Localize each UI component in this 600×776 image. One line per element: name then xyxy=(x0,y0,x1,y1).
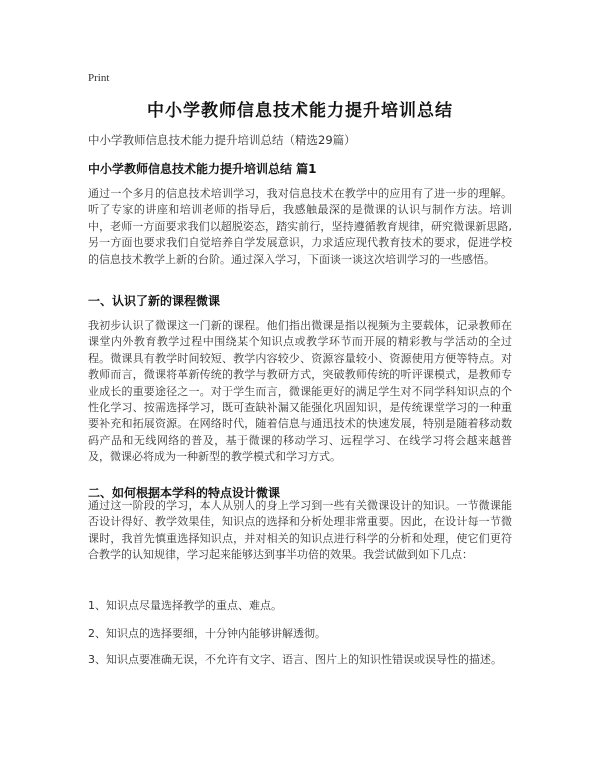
section-2-heading: 二、如何根据本学科的特点设计微课 xyxy=(88,486,281,500)
section-1-paragraph: 我初步认识了微课这一门新的课程。他们指出微课是指以视频为主要载体，记录教师在课堂内外教育教学过程中围绕某个知识点或教学环节而开展的精彩教与学活动的全过程。微课具有教学时间较短、教学内容较少、资源容量较小、资源使用方便等特点。对教师而言，微课将革新传统的教学与教研方式，突破教师传统的听评课模式，是教师专业成长的重要途径之一。对于学生而言，微课能更好的满足学生对不同学科知识点的个性化学习、按需选择学习，既可查缺补漏又能强化巩固知识，是传统课堂学习的一种重要补充和拓展资源。在网络时代，随着信息与通迅技术的快速发展，特别是随着移动数码产品和无线网络的普及，基于微课的移动学习、远程学习、在线学习将会越来越普及，微课必将成为一种新型的教学模式和学习方式。 xyxy=(88,319,512,464)
page-title: 中小学教师信息技术能力提升培训总结 xyxy=(147,101,453,121)
list-item: 2、知识点的选择要细，十分钟内能够讲解透彻。 xyxy=(88,627,326,640)
print-label[interactable]: Print xyxy=(88,72,110,84)
section-2-paragraph: 通过这一阶段的学习，本人从别人的身上学习到一些有关微课设计的知识。一节微课能否设计得好、教学效果佳，知识点的选择和分析处理非常重要。因此，在设计每一节微课时，我首先慎重选择知识点，并对相关的知识点进行科学的分析和处理，使它们更符合教学的认知规律，学习起来能够达到事半功倍的效果。我尝试做到如下几点： xyxy=(88,499,512,562)
intro-paragraph: 通过一个多月的信息技术培训学习，我对信息技术在教学中的应用有了进一步的理解。听了专家的讲座和培训老师的指导后，我感触最深的是微课的认识与制作方法。培训中，老师一方面要求我们以超脱姿态，踏实前行，坚持遵循教育规律，研究微课新思路,另一方面也要求我们自觉培养自学发展意识，力求适应现代教育技术的要求，促进学校的信息技术教学上新的台阶。通过深入学习，下面谈一谈这次培训学习的一些感悟。 xyxy=(88,187,512,266)
section-1-heading: 一、认识了新的课程微课 xyxy=(88,294,221,308)
document-subtitle: 中小学教师信息技术能力提升培训总结（精选29篇） xyxy=(88,133,356,147)
article-heading: 中小学教师信息技术能力提升培训总结 篇1 xyxy=(88,162,317,176)
list-item: 3、知识点要准确无误，不允许有文字、语言、图片上的知识性错误或误导性的描述。 xyxy=(88,653,502,666)
list-item: 1、知识点尽量选择教学的重点、难点。 xyxy=(88,599,282,612)
